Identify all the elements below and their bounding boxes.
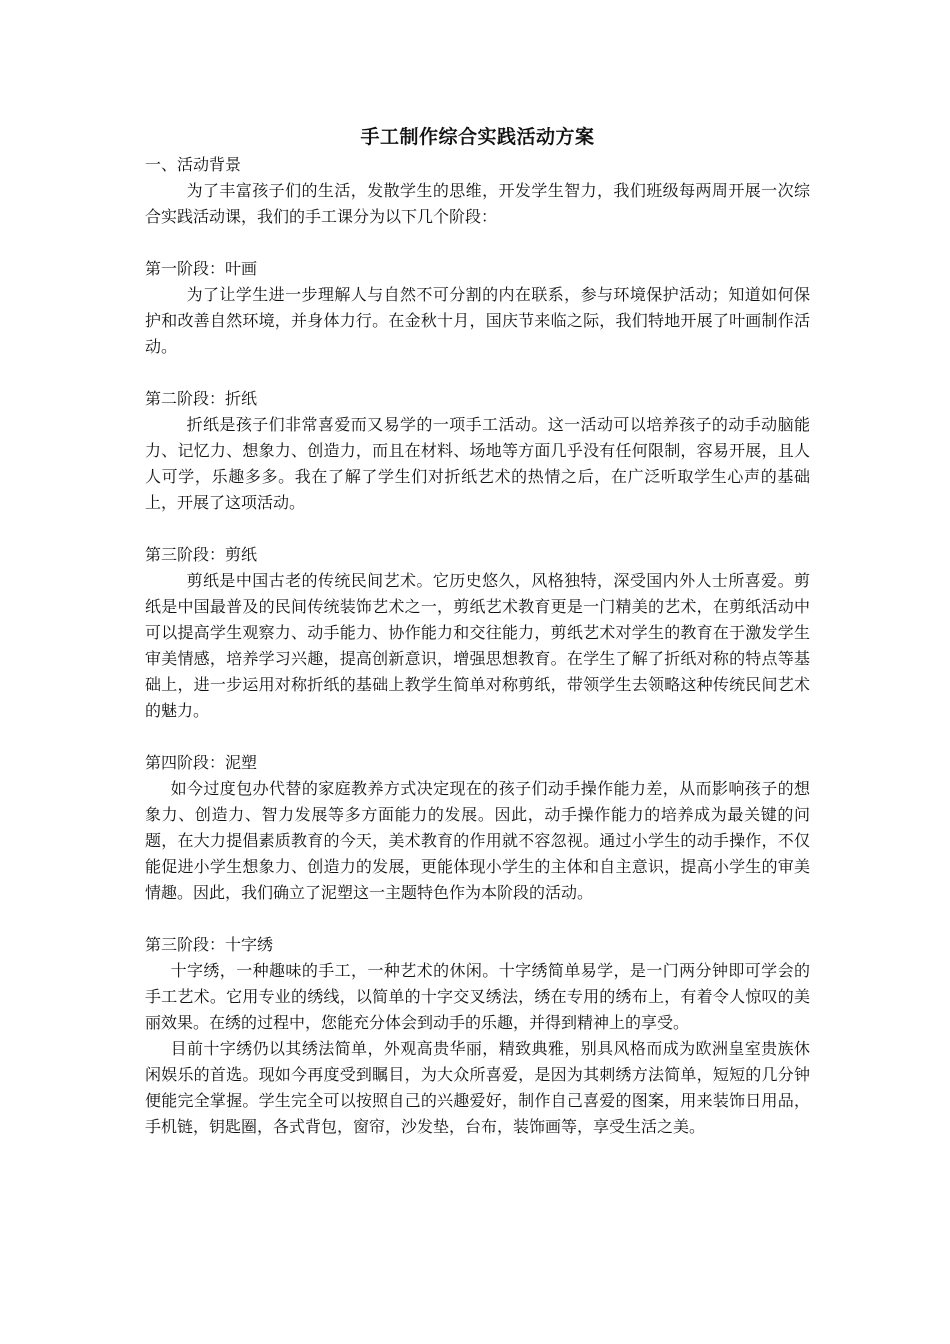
- spacer: [145, 516, 810, 542]
- stage-2: [145, 386, 810, 516]
- stage-paragraph: 剪纸是中国古老的传统民间艺术。它历史悠久，风格独特，深受国内外人士所喜爱。剪纸是中国最普及的民间传统装饰艺术之一，剪纸艺术教育更是一门精美的艺术，在剪纸活动中可以提高学生观察力、动手能力、协作能力和交往能力，剪纸艺术对学生的教育在于激发学生审美情感，培养学习兴趣，提高创新意识，增强思想教育。在学生了解了折纸对称的特点等基础上，进一步运用对称折纸的基础上教学生简单对称剪纸，带领学生去领略这种传统民间艺术的魅力。: [145, 571, 810, 720]
- stage-5: [145, 932, 810, 1140]
- stage-heading: 第四阶段：泥塑: [145, 753, 258, 772]
- document-title: 手工制作综合实践活动方案: [360, 126, 595, 148]
- stage-paragraph: 为了让学生进一步理解人与自然不可分割的内在联系，参与环境保护活动；知道如何保护和改善自然环境，并身体力行。在金秋十月，国庆节来临之际，我们特地开展了叶画制作活动。: [145, 285, 810, 356]
- document-page: [145, 122, 810, 1140]
- spacer: [145, 906, 810, 932]
- background-heading: 一、活动背景: [145, 155, 242, 174]
- stage-heading: 第三阶段：剪纸: [145, 545, 258, 564]
- stage-heading: 第二阶段：折纸: [145, 389, 258, 408]
- spacer: [145, 230, 810, 256]
- background-paragraph: 为了丰富孩子们的生活，发散学生的思维，开发学生智力，我们班级每两周开展一次综合实践活动课，我们的手工课分为以下几个阶段：: [145, 181, 810, 226]
- stage-heading: 第一阶段：叶画: [145, 259, 258, 278]
- stage-heading: 第三阶段：十字绣: [145, 935, 274, 954]
- stage-paragraph: 目前十字绣仍以其绣法简单，外观高贵华丽，精致典雅，别具风格而成为欧洲皇室贵族休闲娱乐的首选。现如今再度受到瞩目，为大众所喜爱，是因为其刺绣方法简单，短短的几分钟便能完全掌握。学生完全可以按照自己的兴趣爱好，制作自己喜爱的图案，用来装饰日用品，手机链，钥匙圈，各式背包，窗帘，沙发垫，台布，装饰画等，享受生活之美。: [145, 1039, 810, 1136]
- stage-1: [145, 256, 810, 360]
- stage-paragraph: 如今过度包办代替的家庭教养方式决定现在的孩子们动手操作能力差，从而影响孩子的想象力、创造力、智力发展等多方面能力的发展。因此，动手操作能力的培养成为最关键的问题，在大力提倡素质教育的今天，美术教育的作用就不容忽视。通过小学生的动手操作，不仅能促进小学生想象力、创造力的发展，更能体现小学生的主体和自主意识，提高小学生的审美情趣。因此，我们确立了泥塑这一主题特色作为本阶段的活动。: [145, 779, 810, 902]
- stage-paragraph: 十字绣，一种趣味的手工，一种艺术的休闲。十字绣简单易学，是一门两分钟即可学会的手工艺术。它用专业的绣线，以简单的十字交叉绣法，绣在专用的绣布上，有着令人惊叹的美丽效果。在绣的过程中，您能充分体会到动手的乐趣，并得到精神上的享受。: [145, 961, 810, 1032]
- spacer: [145, 360, 810, 386]
- spacer: [145, 724, 810, 750]
- stage-4: [145, 750, 810, 906]
- stage-3: [145, 542, 810, 724]
- stage-paragraph: 折纸是孩子们非常喜爱而又易学的一项手工活动。这一活动可以培养孩子的动手动脑能力、记忆力、想象力、创造力，而且在材料、场地等方面几乎没有任何限制，容易开展，且人人可学，乐趣多多。我在了解了学生们对折纸艺术的热情之后，在广泛听取学生心声的基础上，开展了这项活动。: [145, 415, 810, 512]
